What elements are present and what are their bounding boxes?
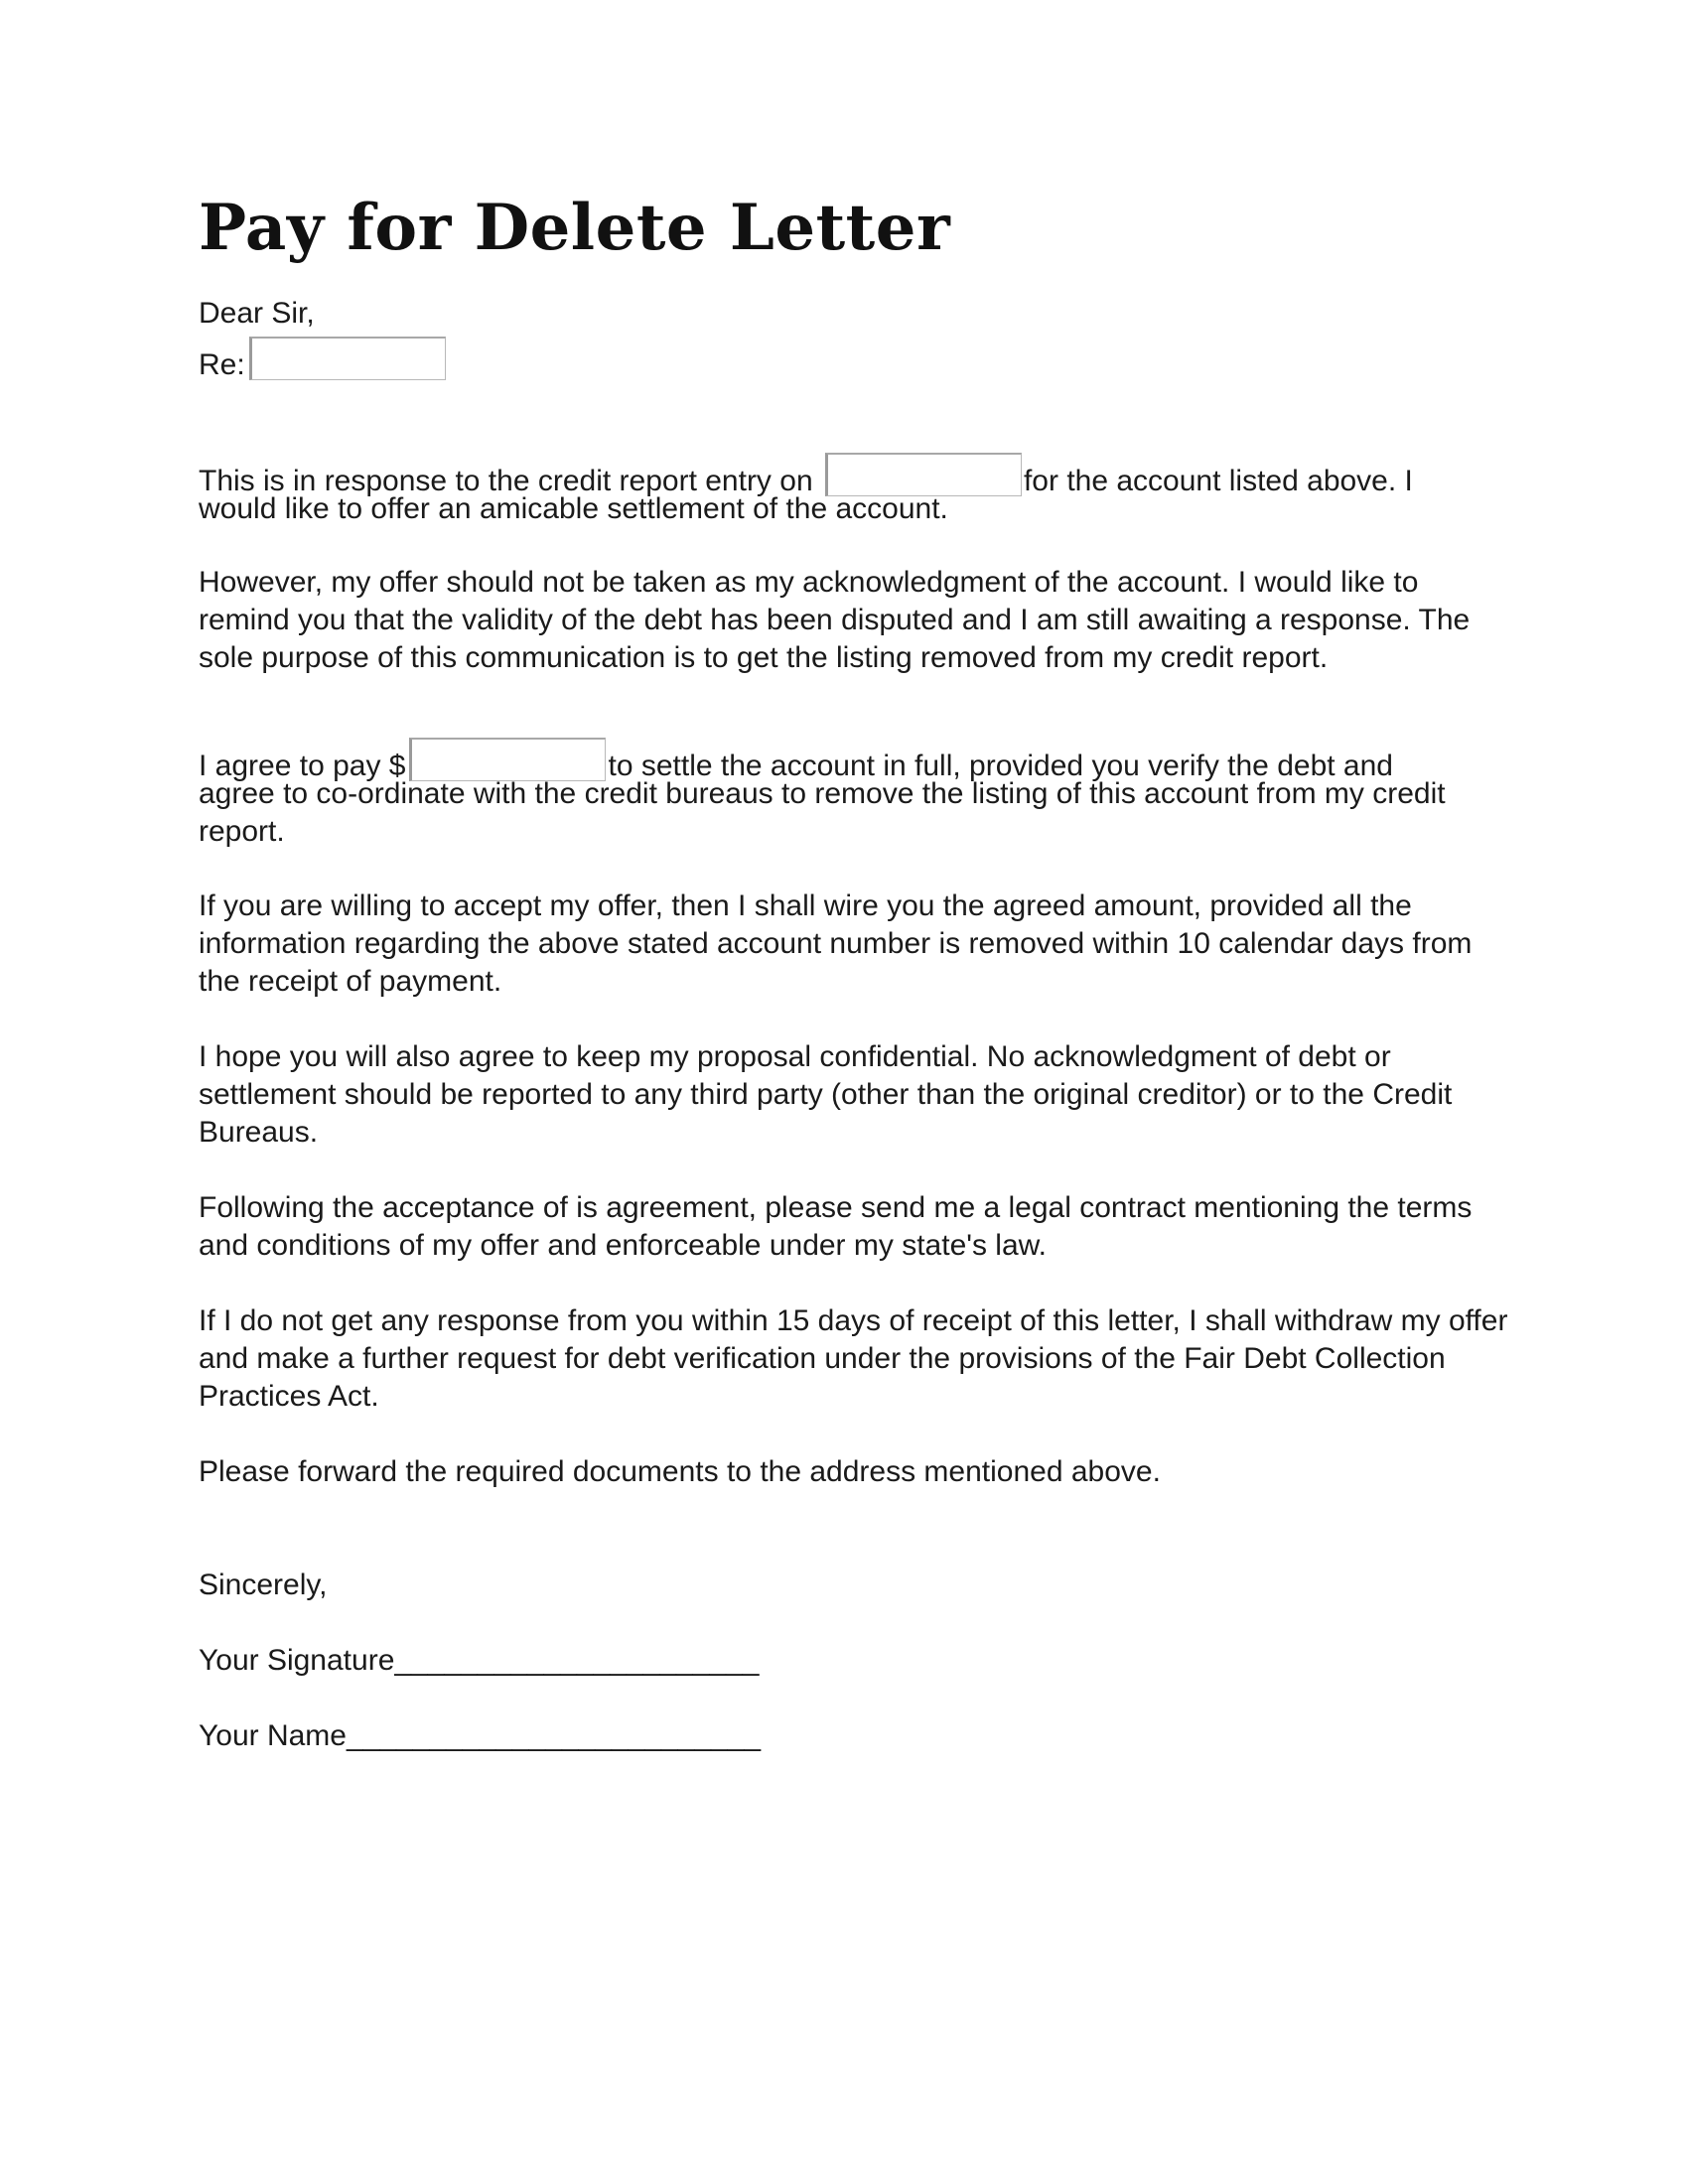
signature-line: Your Signature______________________: [199, 1644, 760, 1677]
paragraph-5: I hope you will also agree to keep my proposal confidential. No acknowledgment of debt or settlement should be reported to any third party (other than the original creditor) or to the Credit Bureaus.: [199, 1040, 1453, 1149]
re-input[interactable]: [249, 337, 446, 380]
paragraph-3-line-1: I agree to pay $ to settle the account in full, provided you verify the debt and: [199, 738, 1393, 785]
name-line: Your Name_________________________: [199, 1719, 762, 1752]
paragraph-7: If I do not get any response from you within 15 days of receipt of this letter, I shall withdraw my offer and make a further request for debt verification under the provisions of the Fair Debt Collection Practices Act.: [199, 1304, 1508, 1413]
paragraph-8: Please forward the required documents to the address mentioned above.: [199, 1455, 1161, 1488]
paragraph-6: Following the acceptance of is agreement, please send me a legal contract mentioning the terms and conditions of my offer and enforceable under my state's law.: [199, 1191, 1473, 1262]
paragraph-1-line-2: would like to offer an amicable settlement of the account.: [199, 492, 948, 525]
paragraph-2: However, my offer should not be taken as my acknowledgment of the account. I would like to remind you that the validity of the debt has been disputed and I am still awaiting a response. The sole purpose of this communication is to get the listing removed from my credit report.: [199, 566, 1471, 674]
salutation: Dear Sir,: [199, 297, 315, 330]
paragraph-3-rest: agree to co-ordinate with the credit bureaus to remove the listing of this account from my credit report.: [199, 777, 1446, 848]
closing: Sincerely,: [199, 1569, 328, 1601]
re-line: [199, 337, 448, 384]
paragraph-4: If you are willing to accept my offer, then I shall wire you the agreed amount, provided all the information regarding the above stated account number is removed within 10 calendar days from the receipt of payment.: [199, 889, 1473, 998]
page-title: Pay for Delete Letter: [199, 191, 951, 265]
re-label: Re:: [199, 348, 245, 381]
paragraph-1-line-1: This is in response to the credit report entry on for the account listed above. I: [199, 453, 1413, 500]
